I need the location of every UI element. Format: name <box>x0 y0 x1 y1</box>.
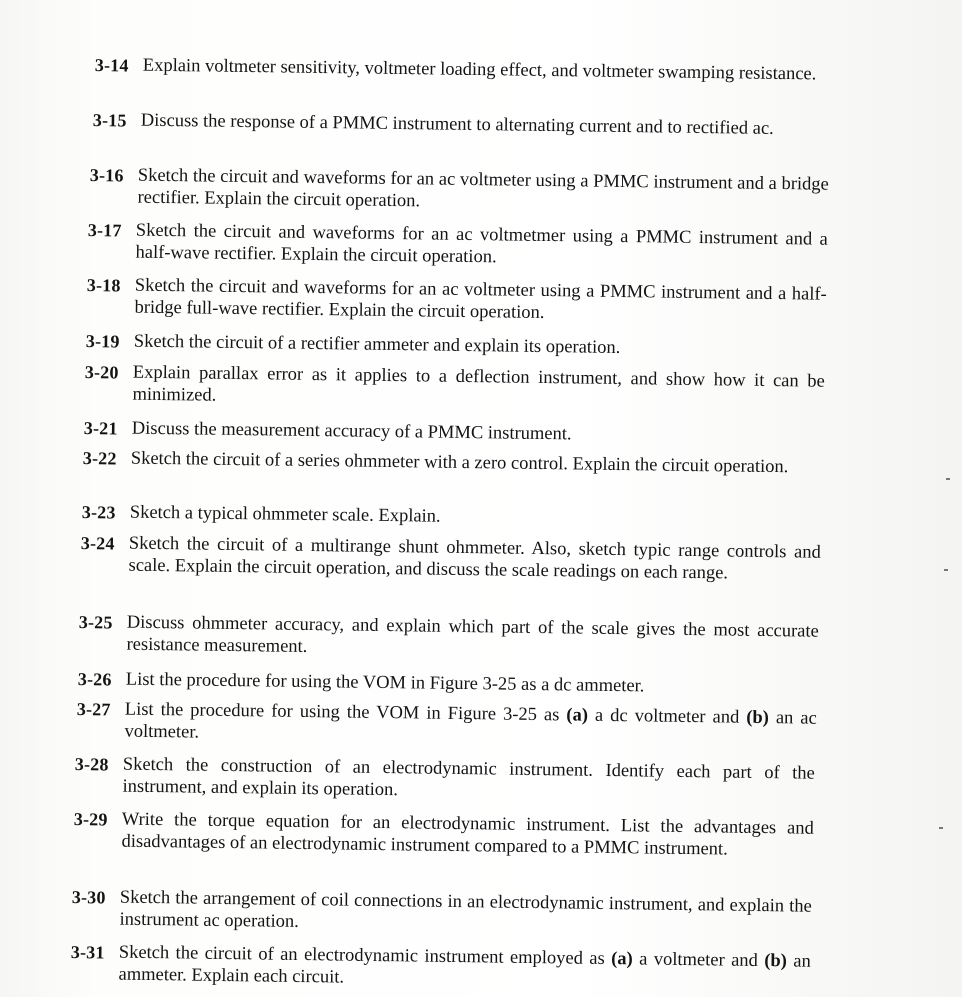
question-number: 3-15 <box>92 109 127 131</box>
question-3-16 <box>89 164 829 218</box>
question-number: 3-19 <box>85 330 120 352</box>
question-3-26 <box>78 668 818 700</box>
question-number: 3-14 <box>94 54 129 76</box>
question-text: Explain parallax error as it applies to a deflection instrument, and show how it can be minimized. <box>132 362 825 406</box>
question-3-21 <box>84 417 824 449</box>
question-number: 3-30 <box>71 886 106 908</box>
question-3-24 <box>80 532 821 586</box>
question-number: 3-26 <box>77 668 112 690</box>
question-text: Sketch a typical ohmmeter scale. Explain. <box>129 502 441 527</box>
question-3-27 <box>76 698 817 752</box>
question-number: 3-21 <box>83 417 118 439</box>
question-number: 3-23 <box>81 501 116 523</box>
question-text: Sketch the circuit of a series ohmmeter with a zero control. Explain the circuit operation. <box>130 448 789 478</box>
question-3-28 <box>74 753 815 807</box>
question-3-23 <box>82 501 822 533</box>
question-text: Sketch the circuit of a multirange shunt ohmmeter. Also, sketch typic range controls and scale. Explain the circuit operation, and discuss the scale readings on each range. <box>128 533 821 584</box>
question-number: 3-17 <box>87 219 122 241</box>
question-3-31 <box>70 941 811 995</box>
scan-speck <box>939 827 943 829</box>
question-text: Discuss ohmmeter accuracy, and explain which part of the scale gives the most accurate resistance measurement. <box>126 612 819 657</box>
question-3-29 <box>73 808 814 862</box>
question-text: Discuss the response of a PMMC instrument to alternating current and to rectified ac. <box>140 110 774 139</box>
question-3-19 <box>86 330 826 362</box>
question-text: Sketch the circuit of an electrodynamic instrument employed as (a) a voltmeter and (b) an ammeter. Explain each circuit. <box>118 942 811 988</box>
question-number: 3-20 <box>84 361 119 383</box>
question-text: Sketch the arrangement of coil connections in an electrodynamic instrument, and explain the instrument ac operation. <box>119 887 812 932</box>
question-number: 3-27 <box>76 698 111 720</box>
question-3-14 <box>95 54 832 86</box>
question-text: Sketch the construction of an electrodynamic instrument. Identify each part of the instrument, and explain its operation. <box>122 754 815 801</box>
question-text: Discuss the measurement accuracy of a PMMC instrument. <box>131 418 572 445</box>
question-text: Sketch the circuit and waveforms for an ac voltmetmer using a PMMC instrument and a half-wave rectifier. Explain the circuit operation. <box>135 220 828 268</box>
question-text: Explain voltmeter sensitivity, voltmeter loading effect, and voltmeter swamping resistance. <box>142 55 817 85</box>
question-3-25 <box>78 611 819 665</box>
question-number: 3-18 <box>86 274 121 296</box>
question-number: 3-31 <box>70 941 105 963</box>
question-number: 3-25 <box>78 611 113 633</box>
question-number: 3-16 <box>89 164 124 186</box>
scan-speck <box>944 569 948 571</box>
question-text: Sketch the circuit and waveforms for an ac voltmeter using a PMMC instrument and a bridge rectifier. Explain the circuit operation. <box>137 165 829 212</box>
question-number: 3-28 <box>74 753 109 775</box>
question-number: 3-29 <box>73 808 108 830</box>
scan-speck <box>946 478 950 480</box>
question-number: 3-22 <box>82 447 117 469</box>
question-text: List the procedure for using the VOM in Figure 3-25 as a dc ammeter. <box>125 669 645 697</box>
question-text: Write the torque equation for an electrodynamic instrument. List the advantages and disadvantages of an electrodynamic instrument compared to a PMMC instrument. <box>121 809 814 860</box>
question-text: Sketch the circuit and waveforms for an ac voltmeter using a PMMC instrument and a half-bridge full-wave rectifier. Explain the circuit operation. <box>134 275 827 323</box>
question-3-18 <box>86 274 827 328</box>
question-3-20 <box>84 361 825 415</box>
question-3-17 <box>87 219 828 273</box>
question-number: 3-24 <box>80 532 115 554</box>
question-3-15 <box>93 109 830 141</box>
question-text: List the procedure for using the VOM in Figure 3-25 as (a) a dc voltmeter and (b) an ac voltmeter. <box>124 699 817 743</box>
question-3-30 <box>71 886 812 940</box>
question-3-22 <box>83 447 823 479</box>
question-text: Sketch the circuit of a rectifier ammeter and explain its operation. <box>133 331 621 358</box>
